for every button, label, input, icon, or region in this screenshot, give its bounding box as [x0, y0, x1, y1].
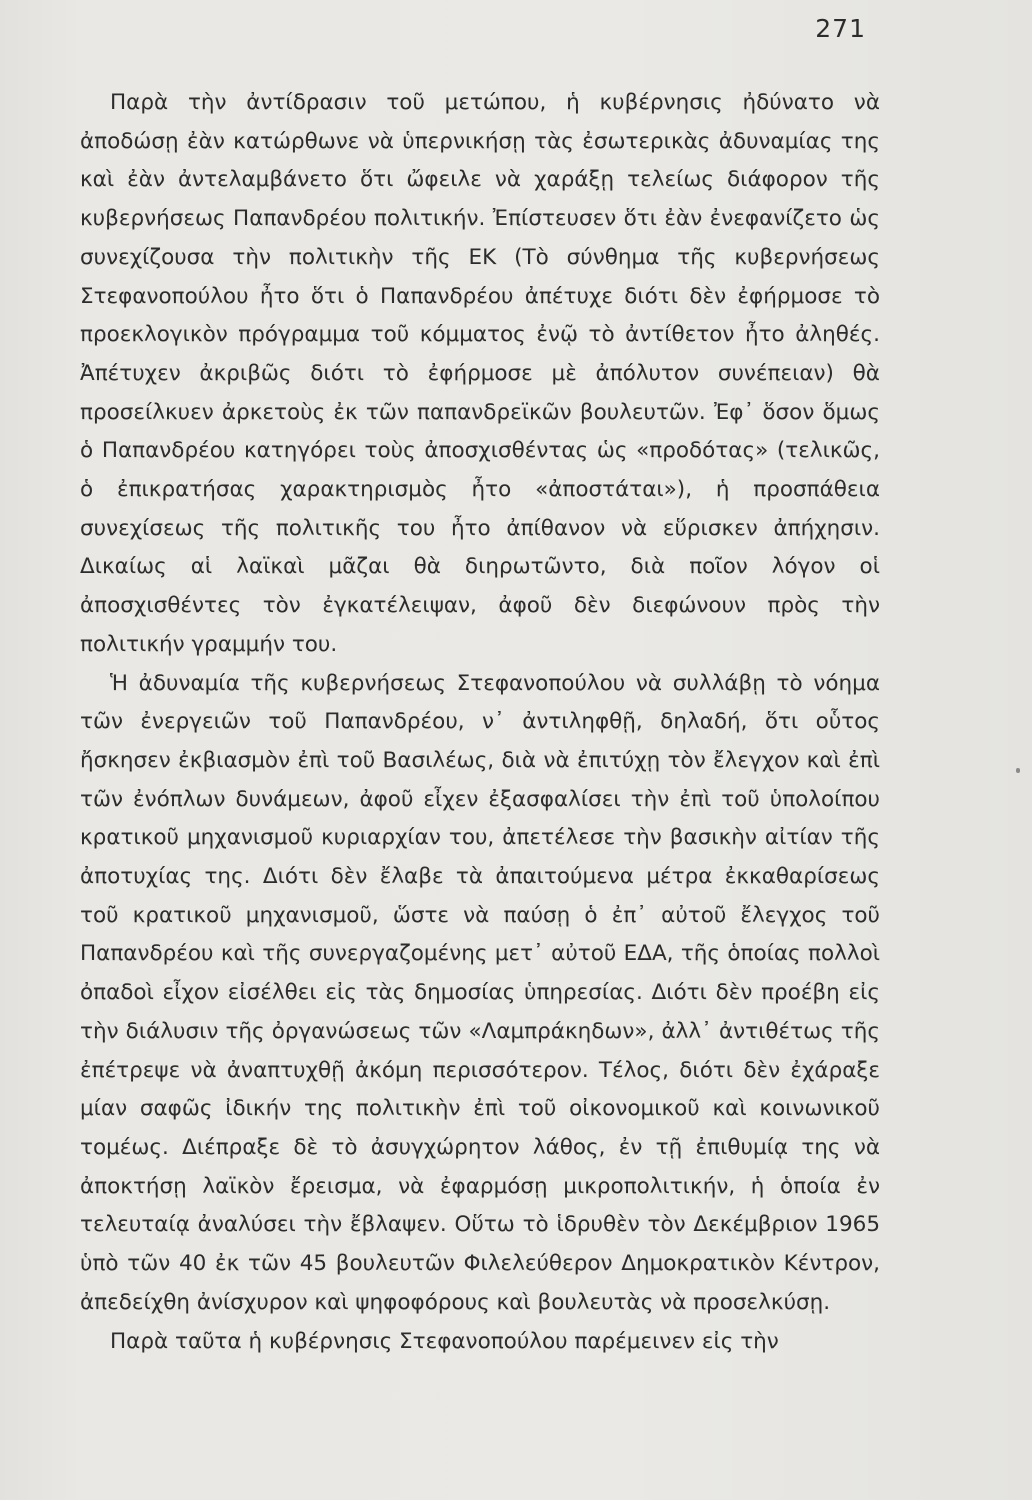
- ink-speck: [1016, 768, 1020, 773]
- paragraph-1: Παρὰ τὴν ἀντίδρασιν τοῦ μετώπου, ἡ κυβέρνησις ἠδύνατο νὰ ἀποδώσῃ ἐὰν κατώρθωνε νὰ ὑπερνικήσῃ τὰς ἐσωτερικὰς ἀδυναμίας της καὶ ἐὰν ἀντελαμβάνετο ὅτι ὤφειλε νὰ χαράξῃ τελείως διάφορον τῆς κυβερνήσεως Παπανδρέου πολιτικήν. Ἐπίστευσεν ὅτι ἐὰν ἐνεφανίζετο ὡς συνεχίζουσα τὴν πολιτικὴν τῆς ΕΚ (Τὸ σύνθημα τῆς κυβερνήσεως Στεφανοπούλου ἦτο ὅτι ὁ Παπανδρέου ἀπέτυχε διότι δὲν ἐφήρμοσε τὸ προεκλογικὸν πρόγραμμα τοῦ κόμματος ἐνῷ τὸ ἀντίθετον ἦτο ἀληθές. Ἀπέτυχεν ἀκριβῶς διότι τὸ ἐφήρμοσε μὲ ἀπόλυτον συνέπειαν) θὰ προσείλκυεν ἀρκετοὺς ἐκ τῶν παπανδρεϊκῶν βουλευτῶν. Ἐφ᾿ ὅσον ὅμως ὁ Παπανδρέου κατηγόρει τοὺς ἀποσχισθέντας ὡς «προδότας» (τελικῶς, ὁ ἐπικρατήσας χαρακτηρισμὸς ἦτο «ἀποστάται»), ἡ προσπάθεια συνεχίσεως τῆς πολιτικῆς του ἦτο ἀπίθανον νὰ εὕρισκεν ἀπήχησιν. Δικαίως αἱ λαϊκαὶ μᾶζαι θὰ διηρωτῶντο, διὰ ποῖον λόγον οἱ ἀποσχισθέντες τὸν ἐγκατέλειψαν, ἀφοῦ δὲν διεφώνουν πρὸς τὴν πολιτικήν γραμμήν του.: [80, 90, 880, 657]
- paragraph-2: Ἡ ἀδυναμία τῆς κυβερνήσεως Στεφανοπούλου νὰ συλλάβῃ τὸ νόημα τῶν ἐνεργειῶν τοῦ Παπανδρέου, ν᾿ ἀντιληφθῇ, δηλαδή, ὅτι οὗτος ἤσκησεν ἐκβιασμὸν ἐπὶ τοῦ Βασιλέως, διὰ νὰ ἐπιτύχῃ τὸν ἔλεγχον καὶ ἐπὶ τῶν ἐνόπλων δυνάμεων, ἀφοῦ εἶχεν ἐξασφαλίσει τὴν ἐπὶ τοῦ ὑπολοίπου κρατικοῦ μηχανισμοῦ κυριαρχίαν του, ἀπετέλεσε τὴν βασικὴν αἰτίαν τῆς ἀποτυχίας της. Διότι δὲν ἔλαβε τὰ ἀπαιτούμενα μέτρα ἐκκαθαρίσεως τοῦ κρατικοῦ μηχανισμοῦ, ὥστε νὰ παύσῃ ὁ ἐπ᾿ αὐτοῦ ἔλεγχος τοῦ Παπανδρέου καὶ τῆς συνεργαζομένης μετ᾿ αὐτοῦ ΕΔΑ, τῆς ὁποίας πολλοὶ ὀπαδοὶ εἶχον εἰσέλθει εἰς τὰς δημοσίας ὑπηρεσίας. Διότι δὲν προέβη εἰς τὴν διάλυσιν τῆς ὀργανώσεως τῶν «Λαμπράκηδων», ἀλλ᾿ ἀντιθέτως τῆς ἐπέτρεψε νὰ ἀναπτυχθῇ ἀκόμη περισσότερον. Τέλος, διότι δὲν ἐχάραξε μίαν σαφῶς ἰδικήν της πολιτικὴν ἐπὶ τοῦ οἰκονομικοῦ καὶ κοινωνικοῦ τομέως. Διέπραξε δὲ τὸ ἀσυγχώρητον λάθος, ἐν τῇ ἐπιθυμίᾳ της νὰ ἀποκτήσῃ λαϊκὸν ἔρεισμα, νὰ ἐφαρμόσῃ μικροπολιτικήν, ἡ ὁποία ἐν τελευταίᾳ ἀναλύσει τὴν ἔβλαψεν. Οὕτω τὸ ἱδρυθὲν τὸν Δεκέμβριον 1965 ὑπὸ τῶν 40 ἐκ τῶν 45 βουλευτῶν Φιλελεύθερον Δημοκρατικὸν Κέντρον, ἀπεδείχθη ἀνίσχυρον καὶ ψηφοφόρους καὶ βουλευτὰς νὰ προσελκύσῃ.: [80, 670, 880, 1315]
- paragraph-3: Παρὰ ταῦτα ἡ κυβέρνησις Στεφανοπούλου παρέμεινεν εἰς τὴν: [110, 1328, 779, 1354]
- body-text: [80, 84, 880, 1361]
- page-number: 271: [815, 14, 866, 43]
